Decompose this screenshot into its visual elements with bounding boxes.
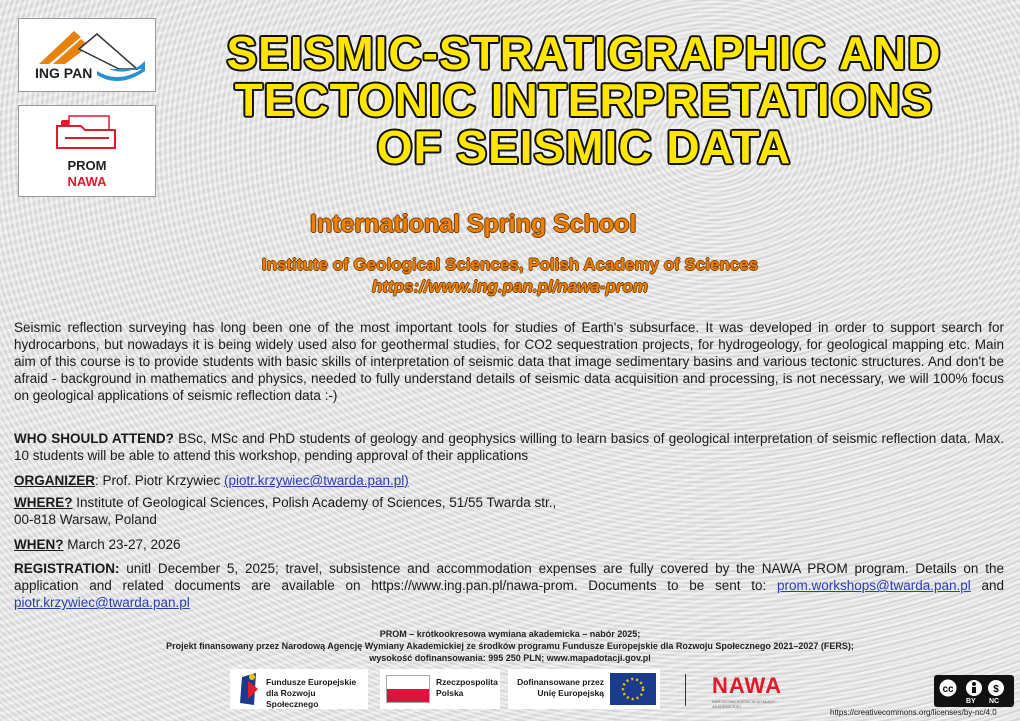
nawa-logo-subtext: NARODOWA AGENCJA WYMIANY AKADEMICKIEJ (712, 699, 776, 709)
cc-license-badge[interactable] (934, 675, 1014, 707)
nawa-label: NAWA (67, 174, 107, 189)
svg-text:$: $ (993, 684, 999, 695)
organizer-email-link[interactable]: (piotr.krzywiec@twarda.pan.pl) (224, 473, 409, 488)
who-text: BSc, MSc and PhD students of geology and geophysics willing to learn basics of geological interpretation of seismic reflection data. Max. 10 students will be able to attend this workshop, pending approval of their applications (14, 431, 1005, 463)
ing-pan-logo (18, 18, 156, 92)
when-text: March 23-27, 2026 (63, 537, 181, 552)
who-label: WHO SHOULD ATTEND? (14, 431, 174, 446)
institute-name: Institute of Geological Sciences, Polish Academy of Sciences (261, 255, 759, 274)
rp-line-2: Polska (436, 688, 464, 698)
nawa-logo-text: NAWA (712, 673, 782, 698)
polish-flag-icon (386, 675, 430, 703)
nawa-logo (700, 669, 800, 709)
prom-label: PROM (67, 158, 107, 173)
workshops-email-link[interactable]: prom.workshops@twarda.pan.pl (776, 578, 971, 593)
when-label: WHEN? (14, 537, 64, 552)
who-section (14, 430, 1004, 464)
registration-text: unitl December 5, 2025; travel, subsistence and accommodation expenses are fully covered by the NAWA PROM program. Details on the application and related documents are available on https://www.ing.pan.pl/nawa-prom. Documents to be sent to: (14, 561, 1004, 593)
organizer-text: : Prof. Piotr Krzywiec (95, 473, 225, 488)
organizer-section (14, 472, 1004, 489)
krzywiec-email-link[interactable]: piotr.krzywiec@twarda.pan.pl (14, 595, 190, 610)
eu-logo (508, 669, 660, 709)
title-line-3: OF SEISMIC DATA (376, 121, 792, 173)
where-section (14, 494, 1004, 528)
logo-divider (685, 674, 686, 706)
cc-icon (934, 677, 1014, 699)
title-line-2: TECTONIC INTERPRETATIONS (234, 74, 934, 126)
fe-star-icon (234, 669, 264, 709)
where-label: WHERE? (14, 495, 73, 510)
license-url[interactable]: https://creativecommons.org/licenses/by-nc/4.0 (830, 708, 997, 717)
where-line-2: 00-818 Warsaw, Poland (14, 512, 157, 527)
ue-line-1: Dofinansowane przez (517, 677, 604, 687)
footer-line-1: PROM – krótkookresowa wymiana akademicka – nabór 2025; (379, 629, 641, 639)
page-title (180, 27, 988, 173)
organizer-label: ORGANIZER (14, 473, 95, 488)
funding-footer (0, 628, 1020, 664)
website-link[interactable]: https://www.ing.pan.pl/nawa-prom (371, 277, 649, 296)
footer-line-3: wysokość dofinansowania: 995 250 PLN; www.mapadotacji.gov.pl (369, 653, 651, 663)
ing-pan-label: ING PAN (35, 65, 93, 81)
title-line-1: SEISMIC-STRATIGRAPHIC AND (226, 27, 942, 79)
where-line-1: Institute of Geological Sciences, Polish Academy of Sciences, 51/55 Twarda str., (72, 495, 557, 510)
fundusze-europejskie-logo (230, 669, 368, 709)
cc-nc-label: NC (989, 698, 1000, 705)
when-section (14, 536, 1004, 553)
registration-label: REGISTRATION: (14, 561, 120, 576)
fe-line-1: Fundusze Europejskie (266, 677, 357, 687)
registration-and: and (970, 578, 1005, 593)
footer-line-2: Projekt finansowany przez Narodową Agencję Wymiany Akademickiej ze środków programu Fundusze Europejskie dla Rozwoju Społecznego 2021–2027 (FERS); (166, 641, 854, 651)
folder-icon (19, 106, 155, 156)
cc-by-label: BY (966, 698, 976, 705)
eu-flag-icon (610, 673, 656, 705)
svg-text:cc: cc (942, 684, 954, 695)
prom-nawa-logo (18, 105, 156, 197)
rzeczpospolita-logo (380, 669, 500, 709)
registration-section (14, 560, 1004, 611)
fe-line-2: dla Rozwoju Społecznego (266, 688, 319, 709)
ue-line-2: Unię Europejską (537, 688, 604, 698)
subtitle: International Spring School (310, 210, 637, 238)
rp-line-1: Rzeczpospolita (436, 677, 498, 687)
intro-paragraph: Seismic reflection surveying has long been one of the most important tools for studies of Earth's subsurface. It was developed in order to support search for hydrocarbons, but nowadays it is being widely used also for geothermal studies, for CO2 sequestration projects, for hydrogeology, for geological mapping etc. Main aim of this course is to provide students with basic skills of interpretation of seismic data that image sedimentary basins and various tectonic structures. And don't be afraid - background in mathematics and physics, needed to fully understand details of seismic data acquisition and processing, is not necessary, we will 100% focus on geological applications of seismic reflection data :-) (14, 320, 1004, 403)
